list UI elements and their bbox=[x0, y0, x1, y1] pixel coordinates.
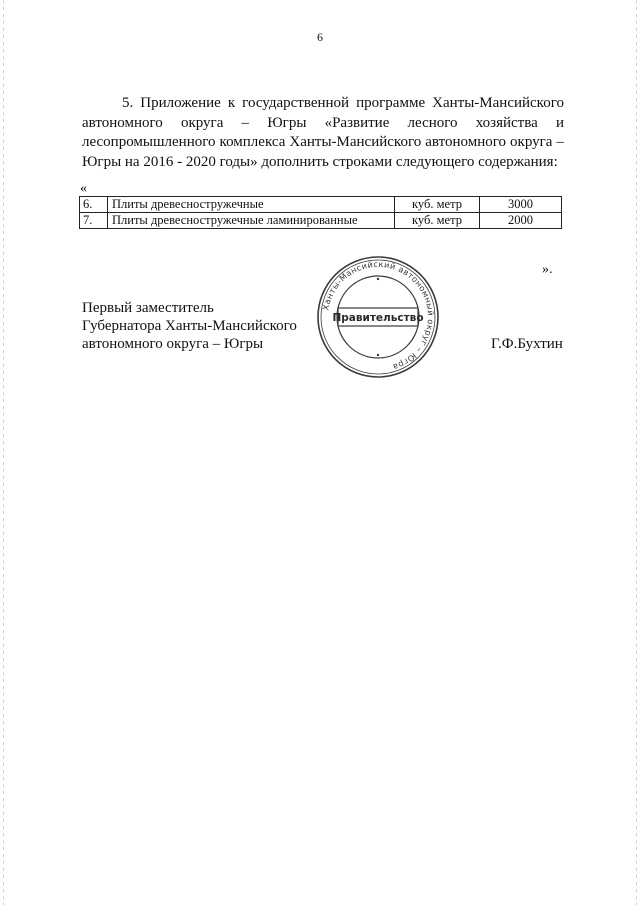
volume-value: 3000 bbox=[480, 197, 562, 213]
products-table bbox=[79, 196, 562, 229]
signatory-title-line: автономного округа – Югры bbox=[82, 336, 264, 352]
seal-ring-text: Ханты-Мансийский автономный округ – Югра bbox=[320, 258, 437, 373]
product-name: Плиты древесностружечные ламинированные bbox=[108, 213, 395, 229]
amendment-paragraph: 5. Приложение к государственной программе Ханты-Мансийского автономного округа – Югры «Развитие лесного хозяйства и лесопромышленного комплекса Ханты-Мансийского автономного округа – Югры на 2016 - 2020 годы» дополнить строками следующего содержания: bbox=[82, 95, 564, 170]
scan-edge-left bbox=[3, 0, 4, 905]
official-seal bbox=[316, 255, 440, 379]
signatory-name: Г.Ф.Бухтин bbox=[491, 336, 563, 352]
volume-value: 2000 bbox=[480, 213, 562, 229]
row-number: 6. bbox=[80, 197, 108, 213]
quote-open-mark: « bbox=[80, 181, 87, 196]
quote-close-mark: ». bbox=[542, 262, 553, 277]
scan-edge-right bbox=[636, 0, 637, 905]
page-number: 6 bbox=[317, 30, 323, 44]
product-name: Плиты древесностружечные bbox=[108, 197, 395, 213]
signatory-title-line: Первый заместитель bbox=[82, 300, 214, 316]
table-row bbox=[80, 213, 562, 229]
seal-center-text: Правительство bbox=[332, 312, 424, 324]
row-number: 7. bbox=[80, 213, 108, 229]
unit-of-measure: куб. метр bbox=[395, 197, 480, 213]
unit-of-measure: куб. метр bbox=[395, 213, 480, 229]
signatory-title-line: Губернатора Ханты-Мансийского bbox=[82, 318, 297, 334]
signatory-title bbox=[82, 299, 297, 353]
table-row bbox=[80, 197, 562, 213]
